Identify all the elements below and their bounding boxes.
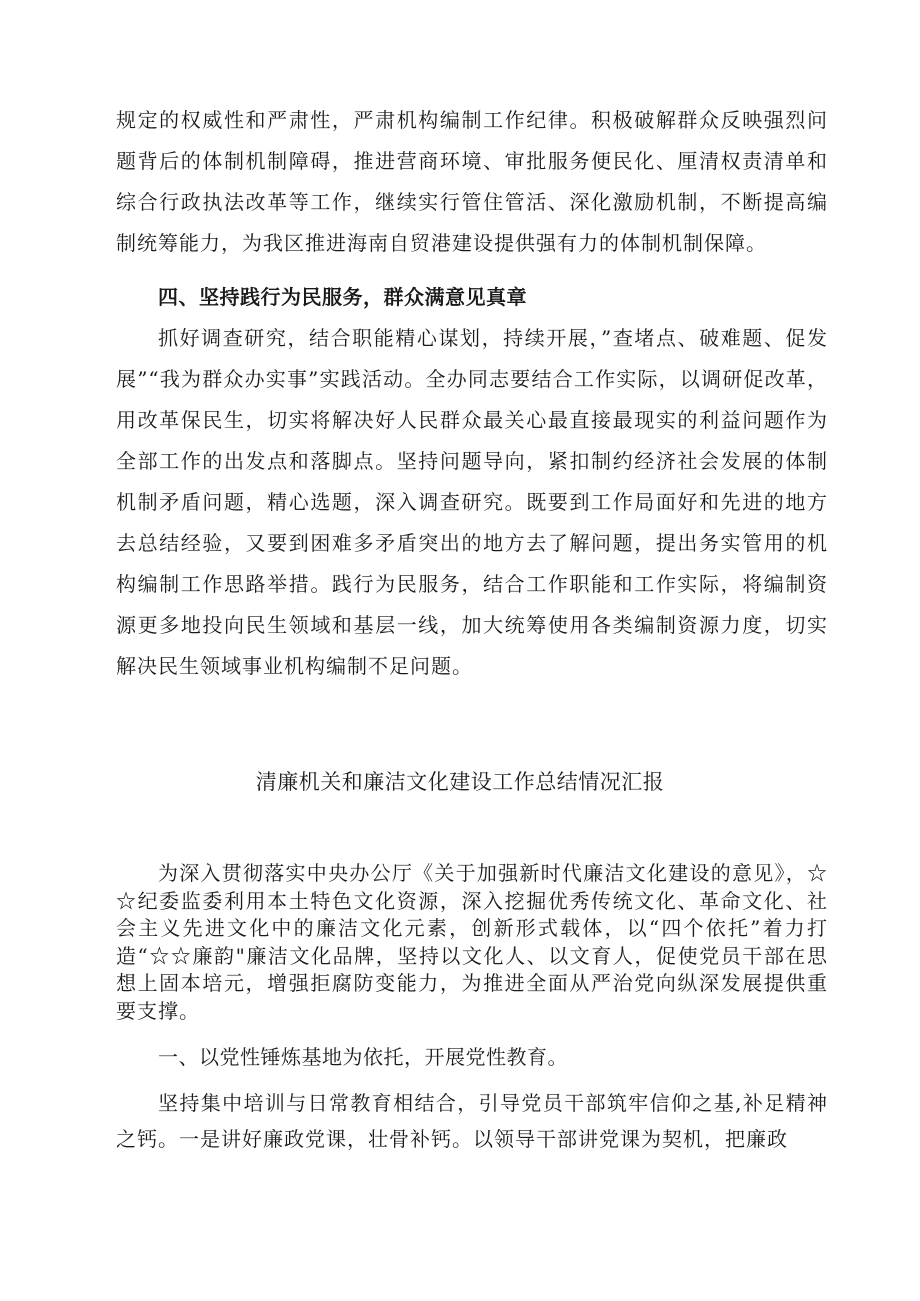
section-b-heading-1 [116,1039,828,1075]
section-a-paragraph-4 [116,318,828,687]
section-a-continuation [116,100,828,264]
document-title: 清廉机关和廉洁文化建设工作总结情况汇报 [255,770,665,794]
section-heading: 四、坚持践行为民服务，群众满意见真章 [158,285,527,309]
section-heading: 一、以党性锤炼基地为依托，开展党性教育。 [158,1045,568,1069]
paragraph: 坚持集中培训与日常教育相结合，引导党员干部筑牢信仰之基,补足精神之钙。一是讲好廉政党课，壮骨补钙。以领导干部讲党课为契机，把廉政 [116,1091,828,1151]
paragraph: 抓好调查研究，结合职能精心谋划，持续开展，”查堵点、破难题、促发展”“我为群众办实事”实践活动。全办同志要结合工作实际，以调研促改革，用改革保民生，切实将解决好人民群众最关心最直接最现实的利益问题作为全部工作的出发点和落脚点。坚持问题导向，紧扣制约经济社会发展的体制机制矛盾问题，精心选题，深入调查研究。既要到工作局面好和先进的地方去总结经验，又要到困难多矛盾突出的地方去了解问题，提出务实管用的机构编制工作思路举措。践行为民服务，结合工作职能和工作实际，将编制资源更多地投向民生领域和基层一线，加大统筹使用各类编制资源力度，切实解决民生领域事业机构编制不足问题。 [116,326,828,678]
section-a-heading-4 [116,276,828,318]
section-b-paragraph-1 [116,1085,828,1157]
paragraph: 规定的权威性和严肃性，严肃机构编制工作纪律。积极破解群众反映强烈问题背后的体制机制障碍，推进营商环境、审批服务便民化、厘清权责清单和综合行政执法改革等工作，继续实行管住管活、深化激励机制，不断提高编制统筹能力，为我区推进海南自贸港建设提供强有力的体制机制保障。 [116,108,828,255]
paragraph: 为深入贯彻落实中央办公厅《关于加强新时代廉洁文化建设的意见》，☆☆纪委监委利用本土特色文化资源，深入挖掘优秀传统文化、革命文化、社会主义先进文化中的廉洁文化元素，创新形式载体，以“四个依托”着力打造“☆☆廉韵"廉洁文化品牌，坚持以文化人、以文育人，促使党员干部在思想上固本培元，增强拒腐防变能力，为推进全面从严治党向纵深发展提供重要支撑。 [116,861,828,1023]
section-b-intro [116,860,828,1025]
